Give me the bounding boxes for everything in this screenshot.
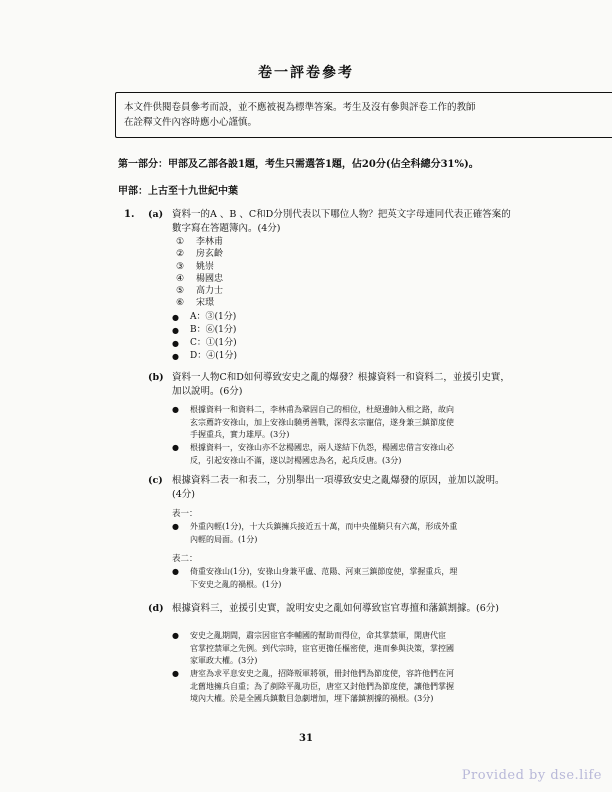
bullet-icon: ●: [172, 522, 179, 531]
sub-question-d-line-1: 根據資料三，並援引史實，說明安史之亂如何導致宦官專擅和藩鎮割據。(6分): [172, 603, 499, 614]
option-item: [176, 297, 223, 309]
option-mark: ⑥: [176, 298, 185, 309]
option-mark: ③: [176, 261, 185, 272]
answer-line: 內輕的局面。(1分): [190, 534, 258, 544]
option-text: 宋璟: [196, 298, 215, 309]
sub-question-a-line-2: 數字寫在答題簿內。(4分): [172, 223, 281, 234]
bullet-icon: ●: [172, 443, 179, 452]
page-number: 31: [299, 733, 313, 744]
answer-text: D：④(1分): [190, 351, 237, 361]
option-item: [176, 248, 223, 260]
sub-question-b-line-1: 資料一人物C和D如何導致安史之亂的爆發？根據資料一和資料二，並援引史實，: [172, 372, 510, 383]
sub-question-c-line-1: 根據資料二表一和表二，分別舉出一項導致安史之亂爆發的原因，並加以說明。: [172, 475, 505, 486]
option-item: [176, 261, 223, 273]
answer-line: 玄宗薦許安祿山，加上安祿山驍勇善戰，深得玄宗寵信，遂身兼三鎮節度使: [190, 417, 454, 427]
option-item: [176, 236, 223, 248]
answer-b-point-1: [172, 404, 454, 442]
bullet-icon: ●: [172, 405, 179, 414]
option-item: [176, 285, 223, 297]
answer-item: [172, 324, 237, 337]
sub-question-b-label: (b): [148, 372, 164, 383]
notice-box: [115, 92, 612, 138]
answer-line: 倚重安祿山(1分)，安祿山身兼平盧、范陽、河東三鎮節度使，掌握重兵，埋: [190, 567, 458, 576]
bullet-icon: ●: [172, 313, 179, 322]
answer-text: C：①(1分): [190, 338, 237, 348]
option-text: 楊國忠: [196, 273, 224, 284]
table-1-label: 表一：: [172, 509, 198, 519]
answer-line: 反，引起安祿山不滿，遂以討楊國忠為名，起兵反唐。(3分): [190, 455, 402, 465]
sub-question-c-text: [172, 474, 505, 502]
bullet-icon: ●: [172, 352, 179, 361]
answer-b-point-2: [172, 442, 454, 467]
option-mark: ④: [176, 273, 185, 284]
answer-d-point-1: [172, 630, 454, 668]
answer-line: 外重內輕(1分)，十大兵鎮擁兵接近五十萬，而中央僅騎只有六萬，形成外重: [190, 522, 458, 531]
answer-line: 手握重兵，實力雄厚。(3分): [190, 430, 290, 439]
sub-question-d-label: (d): [148, 603, 164, 614]
page-title: 卷一評卷參考: [258, 65, 354, 81]
option-mark: ①: [176, 237, 185, 247]
answer-line: 唐室為求平息安史之亂，招降叛軍將領，冊封他們為節度使，容許他們在河: [190, 669, 454, 678]
notice-line-1: 本文件供閱卷員參考而設，並不應被視為標準答案。考生及沒有參與評卷工作的教師: [124, 102, 476, 113]
notice-line-2: 在詮釋文件內容時應小心謹慎。: [124, 117, 258, 128]
option-item: [176, 273, 223, 285]
answer-list: [172, 311, 237, 363]
bullet-icon: ●: [172, 339, 179, 348]
sub-question-a-label: (a): [148, 209, 164, 220]
sub-question-c-line-2: (4分): [172, 489, 195, 500]
bullet-icon: ●: [172, 567, 179, 576]
sub-question-b-line-2: 加以說明。(6分): [172, 386, 243, 397]
bullet-icon: ●: [172, 631, 179, 640]
answer-line: 根據資料一和資料二，李林甫為鞏固自己的相位，杜絕邊帥入相之路，故向: [190, 405, 454, 414]
watermark: Provided by dse.life: [461, 768, 602, 783]
question-number: 1.: [124, 209, 135, 220]
table-2-label: 表二：: [172, 554, 198, 564]
sub-question-a-text: [172, 208, 511, 236]
sub-question-c-label: (c): [148, 475, 163, 486]
bullet-icon: ●: [172, 326, 179, 335]
answer-line: 境內大權。於是全國兵鎮數目急劇增加，埋下藩鎮割據的禍根。(3分): [190, 694, 434, 703]
answer-item: [172, 337, 237, 350]
sub-question-a-line-1: 資料一的A 、B 、C和D分別代表以下哪位人物？把英文字母連同代表正確答案的: [172, 209, 511, 220]
option-list: [176, 236, 223, 310]
answer-line: 官掌控禁軍之先例。到代宗時，宦官更擔任樞密使，進而參與決策，掌控國: [190, 643, 454, 653]
answer-line: 安史之亂期間，肅宗因宦官李輔國的幫助而得位，命其掌禁軍，開唐代宦: [190, 631, 446, 640]
option-text: 房玄齡: [196, 249, 224, 260]
option-mark: ⑤: [176, 286, 185, 297]
option-text: 高力士: [196, 286, 224, 297]
option-mark: ②: [176, 249, 185, 260]
answer-d-point-2: [172, 668, 454, 706]
answer-item: [172, 350, 237, 363]
section-heading: 甲部：上古至十九世紀中葉: [118, 186, 238, 197]
answer-line: 根據資料一，安祿山亦不忿楊國忠，兩人遂結下仇怨，楊國忠借言安祿山必: [190, 443, 454, 452]
answer-text: A：③(1分): [190, 312, 237, 322]
part-heading: 第一部分：甲部及乙部各設1題，考生只需選答1題，佔20分(佔全科總分31%)。: [118, 159, 479, 170]
answer-line: 家軍政大權。(3分): [190, 656, 258, 665]
bullet-icon: ●: [172, 669, 179, 678]
answer-c-table-2-point: [172, 566, 457, 591]
answer-c-table-1-point: [172, 521, 457, 546]
answer-line: 北舊地擁兵自重；為了剷除平亂功臣，唐室又封他們為節度使，讓他們掌握: [190, 681, 454, 691]
sub-question-b-text: [172, 371, 510, 399]
answer-text: B：⑥(1分): [190, 325, 237, 335]
answer-line: 下安史之亂的禍根。(1分): [190, 579, 282, 589]
option-text: 姚崇: [196, 261, 215, 272]
answer-item: [172, 311, 237, 324]
option-text: 李林甫: [196, 237, 224, 247]
